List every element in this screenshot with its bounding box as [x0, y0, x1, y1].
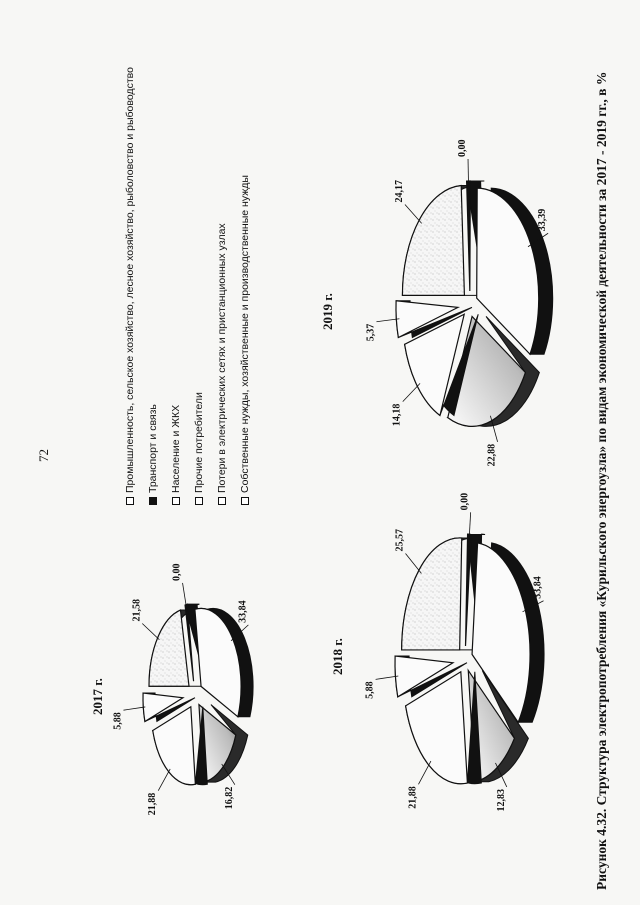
data-label: 33,84 — [532, 576, 544, 599]
leader-line — [405, 204, 422, 223]
data-label: 22,88 — [486, 443, 498, 467]
data-label: 0,00 — [457, 139, 469, 158]
data-label: 21,88 — [147, 792, 159, 816]
leader-line — [142, 623, 159, 639]
leader-line — [123, 707, 145, 710]
data-label: 5,88 — [112, 712, 124, 730]
legend-item — [118, 5, 141, 505]
legend-swatch — [218, 497, 226, 505]
legend-label: Собственные нужды, хозяйственные и производственные нужды — [238, 175, 251, 493]
legend-label: Прочие потребители — [192, 392, 205, 493]
pie-slice — [467, 181, 471, 291]
figure-caption: Рисунок 4.32. Структура электропотребления «Курильского энергоузла» по видам экономической деятельности за 2017 - 2019 гг., в % — [594, 71, 609, 890]
data-label: 33,84 — [237, 600, 249, 623]
pie-slice — [149, 610, 189, 686]
leader-line — [468, 159, 469, 186]
legend-swatch — [195, 497, 203, 505]
chart-title-2018: 2018 г. — [330, 638, 345, 675]
legend-item — [141, 5, 164, 505]
chart-title-2017: 2017 г. — [90, 678, 105, 715]
legend-label: Население и ЖКХ — [169, 404, 182, 493]
legend-swatch — [126, 497, 134, 505]
legend-label: Транспорт и связь — [146, 404, 159, 493]
data-label: 5,88 — [364, 681, 376, 699]
legend-item — [164, 5, 187, 505]
data-label: 5,37 — [365, 323, 377, 342]
legend-item — [210, 5, 233, 505]
data-label: 0,00 — [171, 563, 183, 581]
data-label: 33,39 — [537, 208, 549, 232]
data-label: 24,17 — [393, 179, 405, 203]
page-number: 72 — [36, 449, 51, 462]
leader-line — [158, 769, 170, 791]
legend-swatch — [149, 497, 157, 505]
leader-line — [183, 583, 187, 608]
leader-line — [405, 553, 421, 573]
chart-title-2019: 2019 г. — [320, 293, 335, 330]
data-label: 16,82 — [223, 786, 235, 810]
data-label: 14,18 — [391, 403, 403, 427]
data-label: 25,57 — [394, 528, 406, 552]
leader-line — [418, 761, 430, 784]
legend-item — [187, 5, 210, 505]
pie-slice — [402, 538, 462, 650]
pie-slice — [402, 186, 464, 296]
chart-legend — [118, 5, 256, 505]
legend-item — [233, 5, 256, 505]
legend-swatch — [172, 497, 180, 505]
pie-slice — [466, 534, 472, 646]
legend-swatch — [241, 497, 249, 505]
leader-line — [403, 383, 420, 401]
legend-label: Потери в электрических сетях и пристанционных узлах — [215, 223, 228, 493]
data-label: 12,83 — [495, 788, 507, 812]
data-label: 21,88 — [407, 786, 419, 809]
data-label: 21,58 — [131, 598, 143, 622]
legend-label: Промышленность, сельское хозяйство, лесное хозяйство, рыболовство и рыбоводство — [123, 67, 136, 493]
data-label: 0,00 — [459, 492, 471, 511]
